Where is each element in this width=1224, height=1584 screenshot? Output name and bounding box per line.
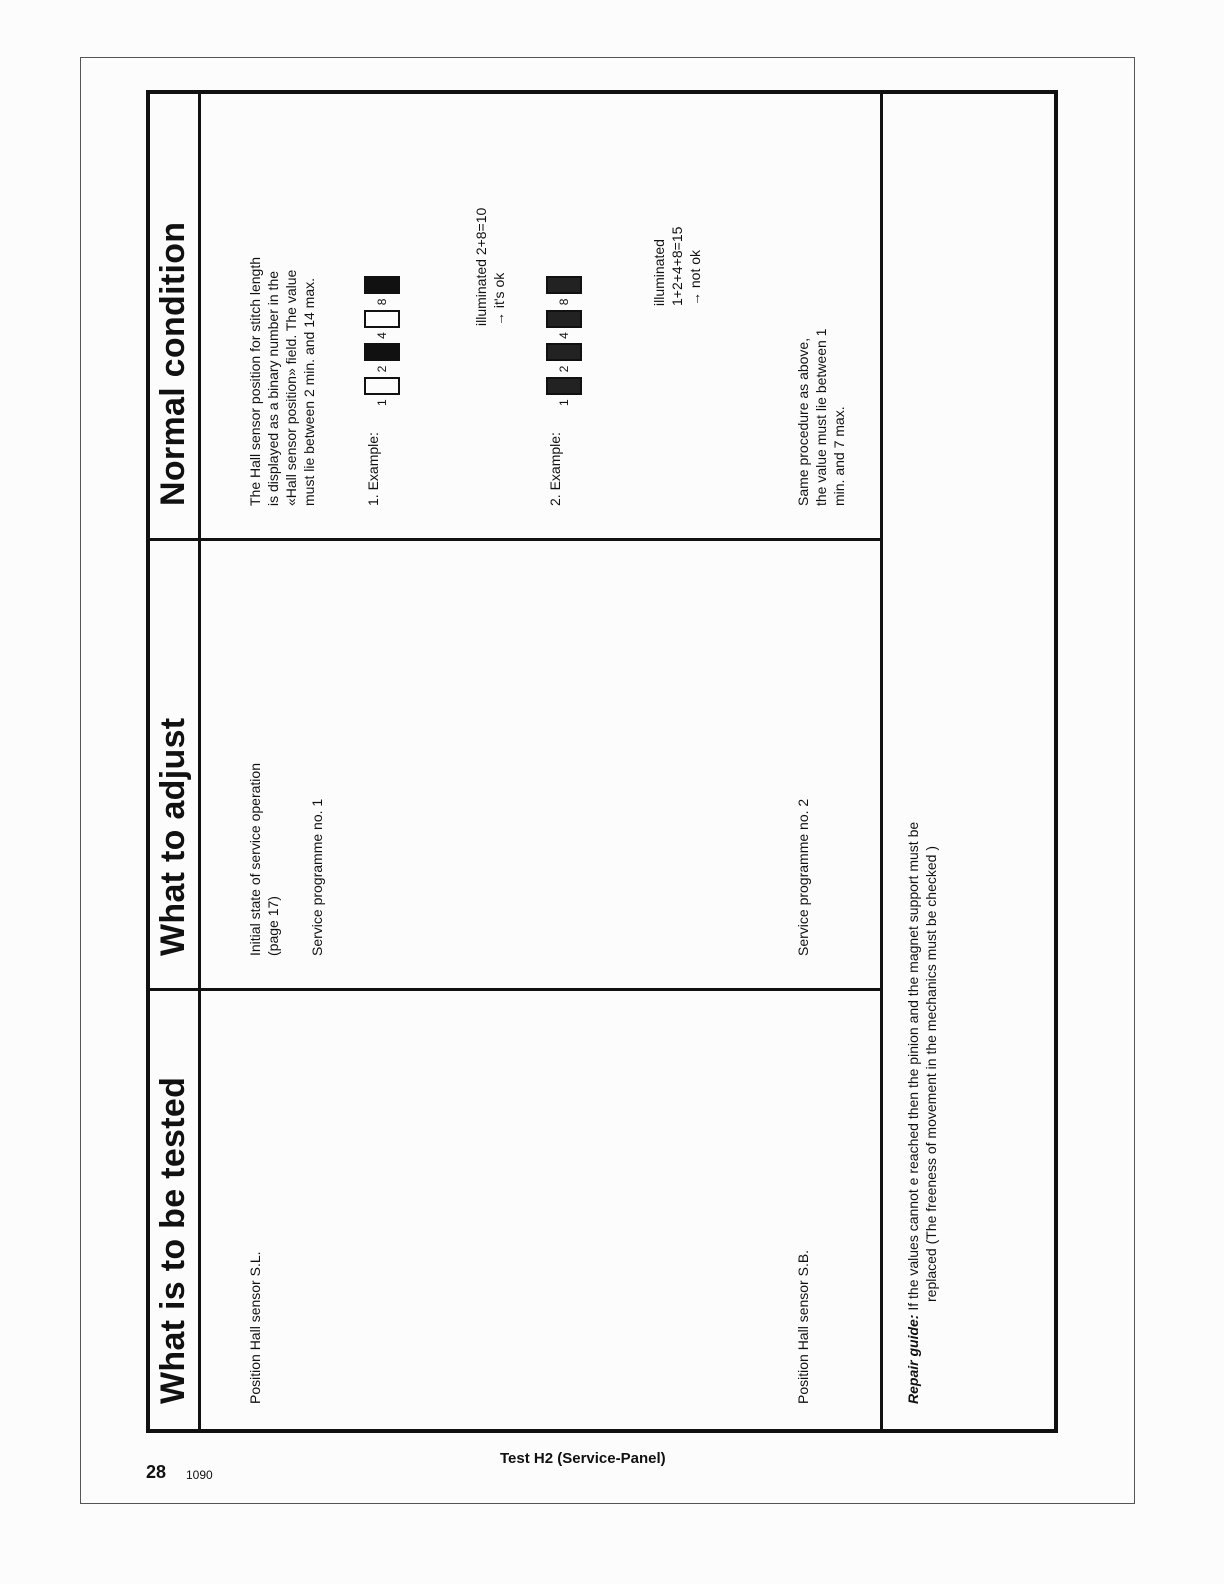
example2-bit1-lamp xyxy=(546,377,582,395)
repair-guide-line1: If the values cannot e reached then the pinion and the magnet support must be xyxy=(905,821,921,1311)
row2-normal-line2: the value must lie between 1 xyxy=(813,328,829,506)
example2-bit8-lamp xyxy=(546,276,582,294)
page-number: 28 xyxy=(146,1462,167,1482)
row1-adjust-line1: Initial state of service operation xyxy=(247,763,263,956)
example1-bit1-lamp xyxy=(364,377,400,395)
row1-normal-line1: The Hall sensor position for stitch length xyxy=(247,256,263,506)
example2-bit4-label: 4 xyxy=(557,332,572,339)
page-code: 1090 xyxy=(186,1468,213,1482)
example2-bit2-label: 2 xyxy=(557,365,572,373)
row1-adjust-line2: (page 17) xyxy=(265,896,281,956)
example2-result2: 1+2+4+8=15 xyxy=(669,226,685,306)
example2-bit1-label: 1 xyxy=(557,399,572,406)
example1-bits xyxy=(364,276,400,406)
example1-bit1-label: 1 xyxy=(375,399,390,406)
row2-normal-line3: min. and 7 max. xyxy=(831,406,847,506)
row1-normal-line2: is displayed as a binary number in the xyxy=(265,270,281,506)
header-divider xyxy=(198,94,201,1429)
example2-bit4-lamp xyxy=(546,310,582,328)
header-what-tested: What is to be tested xyxy=(154,1076,192,1404)
header-what-adjust: What to adjust xyxy=(154,717,192,956)
example2-result3: → not ok xyxy=(687,249,703,306)
row1-adjust-line3: Service programme no. 1 xyxy=(309,798,325,956)
repair-guide-line2-wrap xyxy=(922,846,941,1302)
column-divider-2 xyxy=(150,538,880,541)
example2-bit8-label: 8 xyxy=(557,298,572,306)
repair-guide-line2: replaced (The freeness of movement in the mechanics must be checked ) xyxy=(923,846,939,1302)
example1-result2: → it's ok xyxy=(491,272,507,326)
header-normal-condition: Normal condition xyxy=(154,221,192,506)
example1-bit2-label: 2 xyxy=(375,365,390,373)
row2-normal-line1: Same procedure as above, xyxy=(795,337,811,506)
example1-bit2-lamp xyxy=(364,343,400,361)
example1-bit4-lamp xyxy=(364,310,400,328)
page-caption: Test H2 (Service-Panel) xyxy=(500,1450,666,1467)
example2-label: 2. Example: xyxy=(547,432,563,506)
example1-bit8-label: 8 xyxy=(375,298,390,306)
test-table xyxy=(146,90,1058,1433)
row1-normal-line4: must lie between 2 min. and 14 max. xyxy=(301,277,317,506)
column-divider-1 xyxy=(150,988,880,991)
row2-adjust: Service programme no. 2 xyxy=(795,798,811,956)
example1-label: 1. Example: xyxy=(365,432,381,506)
example2-bits xyxy=(546,276,582,406)
row1-tested: Position Hall sensor S.L. xyxy=(247,1251,263,1404)
example2-result1: illuminated xyxy=(651,239,667,306)
example1-bit8-lamp xyxy=(364,276,400,294)
example1-result1: illuminated 2+8=10 xyxy=(473,207,489,326)
repair-guide-label: Repair guide: xyxy=(905,1314,921,1404)
example1-bit4-label: 4 xyxy=(375,332,390,339)
example2-bit2-lamp xyxy=(546,343,582,361)
row2-tested: Position Hall sensor S.B. xyxy=(795,1249,811,1404)
repair-guide xyxy=(904,822,923,1404)
repair-divider xyxy=(880,94,883,1429)
row1-normal-line3: «Hall sensor position» field. The value xyxy=(283,269,299,506)
